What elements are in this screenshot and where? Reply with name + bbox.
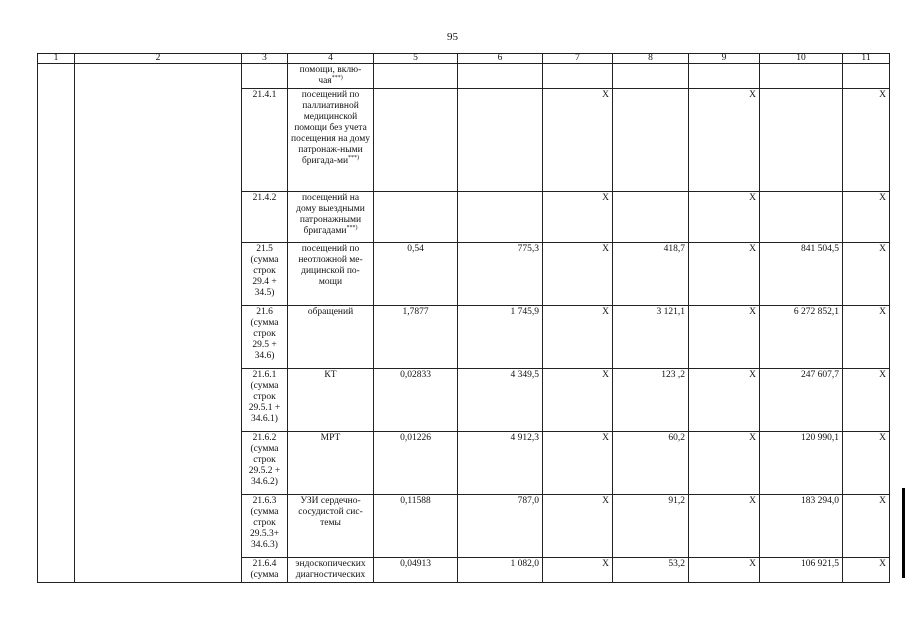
row-name: посещений по неотложной ме-дицинской по-мощи: [288, 243, 374, 306]
row-code: 21.4.1: [242, 89, 288, 192]
cell: X: [543, 306, 613, 369]
row-name: посещений на дому выездными патронажными бригадами***): [288, 192, 374, 243]
column-header: 3: [242, 54, 288, 64]
cell: [613, 64, 689, 89]
cell: 53,2: [613, 558, 689, 583]
cell: 0,54: [374, 243, 458, 306]
row-name: помощи, вклю-чая***): [288, 64, 374, 89]
row-name: обращений: [288, 306, 374, 369]
cell: [374, 64, 458, 89]
cell: 418,7: [613, 243, 689, 306]
cell: [760, 192, 843, 243]
tariff-table: [37, 53, 890, 583]
cell: X: [843, 369, 890, 432]
col2-merged-cell: [75, 64, 242, 583]
cell: X: [689, 432, 760, 495]
column-header: 5: [374, 54, 458, 64]
column-header: 7: [543, 54, 613, 64]
row-code: 21.6 (сумма строк 29.5 + 34.6): [242, 306, 288, 369]
table-row: [38, 64, 890, 89]
row-code: [242, 64, 288, 89]
cell: [760, 64, 843, 89]
column-header: 10: [760, 54, 843, 64]
cell: X: [843, 495, 890, 558]
row-name: КТ: [288, 369, 374, 432]
cell: X: [543, 369, 613, 432]
column-header: 8: [613, 54, 689, 64]
cell: 3 121,1: [613, 306, 689, 369]
cell: [374, 89, 458, 192]
cell: X: [689, 369, 760, 432]
cell: 0,01226: [374, 432, 458, 495]
row-code: 21.5 (сумма строк 29.4 + 34.5): [242, 243, 288, 306]
cell: 106 921,5: [760, 558, 843, 583]
column-header: 4: [288, 54, 374, 64]
cell: X: [543, 192, 613, 243]
column-header: 2: [75, 54, 242, 64]
cell: 0,04913: [374, 558, 458, 583]
row-name: посещений по паллиативной медицинской помощи без учета посещения на дому патронаж-ными бригада-ми***): [288, 89, 374, 192]
cell: [543, 64, 613, 89]
col1-merged-cell: [38, 64, 75, 583]
cell: 1,7877: [374, 306, 458, 369]
cell: X: [689, 495, 760, 558]
cell: [760, 89, 843, 192]
cell: [613, 192, 689, 243]
column-header: 6: [458, 54, 543, 64]
row-code: 21.4.2: [242, 192, 288, 243]
cell: [458, 89, 543, 192]
row-name: эндоскопических диагностических: [288, 558, 374, 583]
row-code: 21.6.1 (сумма строк 29.5.1 + 34.6.1): [242, 369, 288, 432]
cell: X: [843, 306, 890, 369]
column-header: 9: [689, 54, 760, 64]
column-header: 1: [38, 54, 75, 64]
cell: X: [543, 432, 613, 495]
cell: 247 607,7: [760, 369, 843, 432]
cell: X: [543, 89, 613, 192]
cell: 91,2: [613, 495, 689, 558]
cell: X: [843, 89, 890, 192]
column-header: 11: [843, 54, 890, 64]
row-code: 21.6.3 (сумма строк 29.5.3+ 34.6.3): [242, 495, 288, 558]
cell: 841 504,5: [760, 243, 843, 306]
cell: 775,3: [458, 243, 543, 306]
cell: X: [689, 89, 760, 192]
cell: 123 ,2: [613, 369, 689, 432]
cell: 120 990,1: [760, 432, 843, 495]
cell: 1 082,0: [458, 558, 543, 583]
cell: X: [843, 243, 890, 306]
cell: X: [689, 243, 760, 306]
cell: 6 272 852,1: [760, 306, 843, 369]
row-code: 21.6.4 (сумма: [242, 558, 288, 583]
cell: [374, 192, 458, 243]
cell: 4 349,5: [458, 369, 543, 432]
cell: X: [689, 558, 760, 583]
page-number: 95: [447, 31, 458, 43]
cell: 0,11588: [374, 495, 458, 558]
cell: 1 745,9: [458, 306, 543, 369]
cell: [458, 192, 543, 243]
cell: 0,02833: [374, 369, 458, 432]
cell: X: [689, 192, 760, 243]
cell: X: [543, 495, 613, 558]
cell: X: [843, 432, 890, 495]
cell: [843, 64, 890, 89]
cell: X: [543, 558, 613, 583]
cell: X: [843, 558, 890, 583]
cell: X: [689, 306, 760, 369]
cell: 4 912,3: [458, 432, 543, 495]
column-number-row: [38, 54, 890, 64]
row-name: УЗИ сердечно-сосудистой сис-темы: [288, 495, 374, 558]
row-name: МРТ: [288, 432, 374, 495]
cell: [613, 89, 689, 192]
row-code: 21.6.2 (сумма строк 29.5.2 + 34.6.2): [242, 432, 288, 495]
cell: X: [843, 192, 890, 243]
cell: [458, 64, 543, 89]
cell: 787,0: [458, 495, 543, 558]
cell: [689, 64, 760, 89]
cell: 60,2: [613, 432, 689, 495]
cell: X: [543, 243, 613, 306]
cell: 183 294,0: [760, 495, 843, 558]
